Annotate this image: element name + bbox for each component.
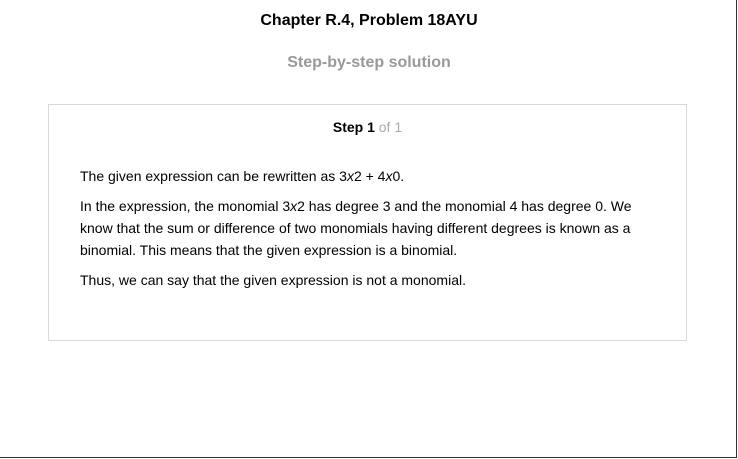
step-body xyxy=(80,165,650,299)
step-label: Step 1 xyxy=(332,119,375,135)
p1-variable-x-2: x xyxy=(385,168,393,184)
p1-text-b: 2 + 4 xyxy=(353,168,386,184)
p1-text-c: 0. xyxy=(392,168,405,184)
solution-paragraph-1 xyxy=(80,165,650,187)
solution-subtitle: Step-by-step solution xyxy=(287,54,451,71)
p2-text-b: 2 has degree 3 and the monomial 4 has degree 0. We know that the sum or difference of two monomials having different degrees is known as a binomial. This means that the given expression is a binomial. xyxy=(80,198,632,258)
step-header xyxy=(49,119,686,135)
p2-text-a: In the expression, the monomial 3 xyxy=(80,198,291,214)
solution-paragraph-2 xyxy=(80,195,650,261)
step-count: of 1 xyxy=(378,119,403,135)
step-card xyxy=(48,104,687,341)
chapter-title: Chapter R.4, Problem 18AYU xyxy=(260,12,478,29)
solution-paragraph-3: Thus, we can say that the given expression is not a monomial. xyxy=(80,272,466,288)
p2-variable-x: x xyxy=(290,198,298,214)
p1-variable-x-1: x xyxy=(346,168,354,184)
p1-text-a: The given expression can be rewritten as 3 xyxy=(80,168,347,184)
